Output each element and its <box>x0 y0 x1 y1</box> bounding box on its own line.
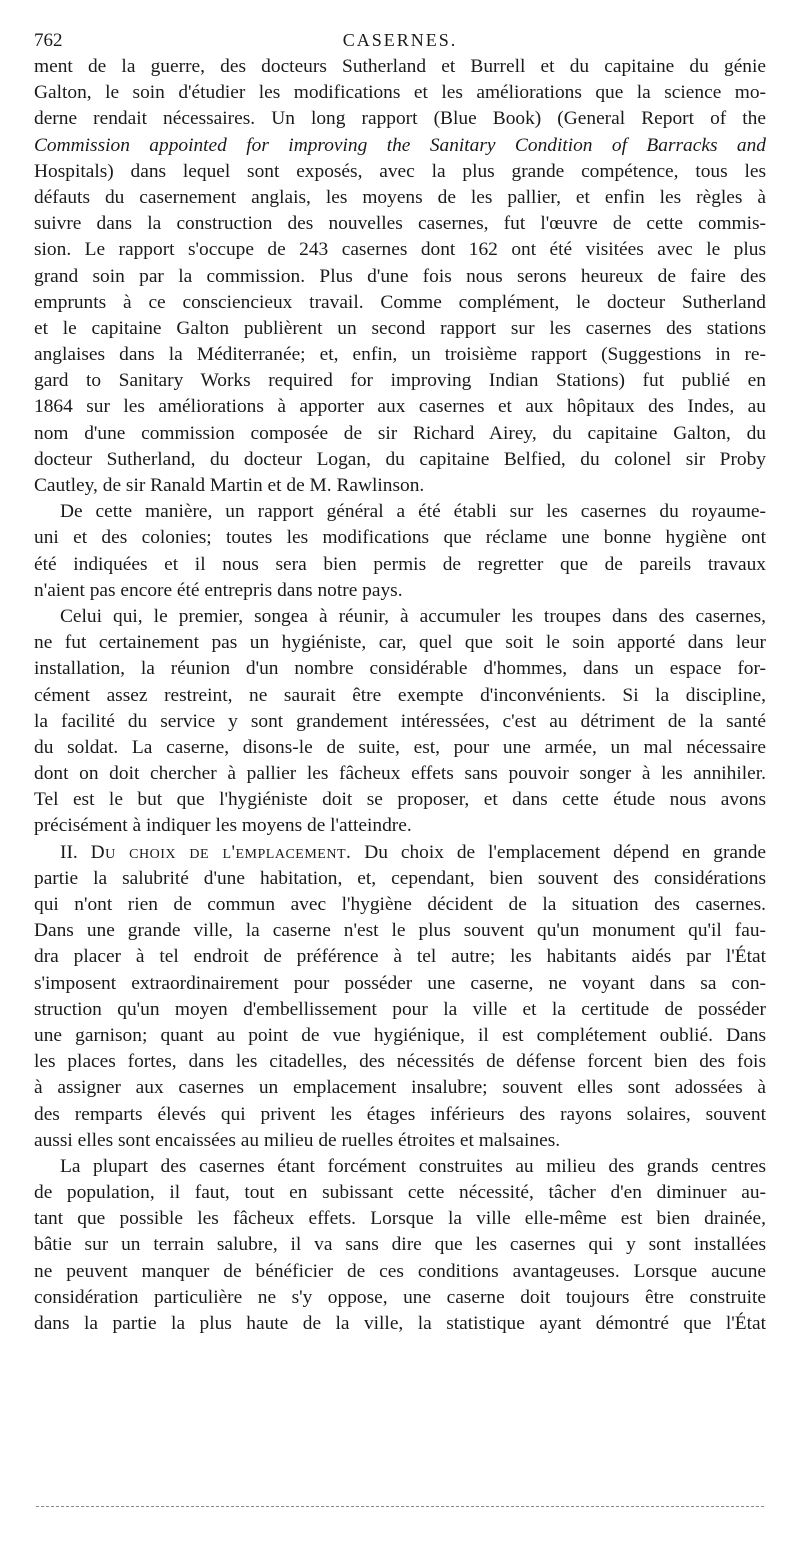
text-line: Tel est le but que l'hygiéniste doit se proposer, et dans cette étude nous avons <box>34 789 766 811</box>
text-line: défauts du casernement anglais, les moyens de les pallier, et enfin les règles à <box>34 186 766 208</box>
text-line: ment de la guerre, des docteurs Sutherland et Burrell et du capitaine du génie <box>34 56 766 77</box>
text-line: ne peuvent manquer de bénéficier de ces conditions avantageuses. Lorsque aucune <box>34 1260 766 1282</box>
text-line: dans la partie la plus haute de la ville, la statistique ayant démontré que l'État <box>34 1313 766 1334</box>
page-header <box>34 24 766 54</box>
text-line: tant que possible les fâcheux effets. Lorsque la ville elle-même est bien drainée, <box>34 1208 766 1230</box>
text-line: derne rendait nécessaires. Un long rapport (Blue Book) (General Report of the <box>34 108 766 130</box>
section-lead-text: Du choix de l'emplacement dépend en grande <box>364 841 766 863</box>
text-line: struction qu'un moyen d'embellissement pour la ville et la certitude de posséder <box>34 998 766 1020</box>
text-line: Galton, le soin d'étudier les modifications et les améliorations que la science mo- <box>34 82 766 104</box>
page-number: 762 <box>34 30 63 51</box>
text-line: considération particulière ne s'y oppose, une caserne doit toujours être construite <box>34 1286 766 1308</box>
text-line: Commission appointed for improving the Sanitary Condition of Barracks and <box>34 134 766 156</box>
text-line: sion. Le rapport s'occupe de 243 casernes dont 162 ont été visitées avec le plus <box>34 239 766 261</box>
body-text <box>34 54 766 1337</box>
text-line: été indiquées et il nous sera bien permis de regretter que de pareils travaux <box>34 553 766 575</box>
section-heading: Du choix de l'emplacement. <box>90 841 352 863</box>
text-line: des remparts élevés qui privent les étages inférieurs des rayons solaires, souvent <box>34 1103 766 1125</box>
text-line: la facilité du service y sont grandement intéressées, c'est au détriment de la santé <box>34 710 766 732</box>
text-line: installation, la réunion d'un nombre considérable d'hommes, dans un espace for- <box>34 658 766 680</box>
text-line: nom d'une commission composée de sir Richard Airey, du capitaine Galton, du <box>34 422 766 444</box>
text-line: Cautley, de sir Ranald Martin et de M. Rawlinson. <box>34 475 425 496</box>
text-line: une garnison; quant au point de vue hygiénique, il est complétement oublié. Dans <box>34 1024 766 1046</box>
paragraph-start: De cette manière, un rapport général a été établi sur les casernes du royaume- <box>60 501 766 523</box>
text-line: Dans une grande ville, la caserne n'est le plus souvent qu'un monument qu'il fau- <box>34 920 766 942</box>
text-line: dont on doit chercher à pallier les fâcheux effets sans pouvoir songer à les annihiler. <box>34 763 766 785</box>
section-numeral: II. <box>60 841 78 863</box>
text-line: et le capitaine Galton publièrent un second rapport sur les casernes des stations <box>34 317 766 339</box>
text-line: 1864 sur les améliorations à apporter aux casernes et aux hôpitaux des Indes, au <box>34 396 766 418</box>
paragraph-start: La plupart des casernes étant forcément construites au milieu des grands centres <box>60 1155 766 1177</box>
paragraph-start: Celui qui, le premier, songea à réunir, à accumuler les troupes dans des casernes, <box>60 605 766 627</box>
text-line: docteur Sutherland, du docteur Logan, du capitaine Belfied, du colonel sir Proby <box>34 448 766 470</box>
section-heading-line <box>34 840 766 866</box>
text-line: n'aient pas encore été entrepris dans notre pays. <box>34 579 403 601</box>
text-line: suivre dans la construction des nouvelles casernes, fut l'œuvre de cette commis- <box>34 213 766 235</box>
text-line: à assigner aux casernes un emplacement insalubre; souvent elles sont adossées à <box>34 1077 766 1099</box>
text-line: qui n'ont rien de commun avec l'hygiène décident de la situation des casernes. <box>34 894 766 915</box>
text-line: ne fut certainement pas un hygiéniste, car, quel que soit le soin apporté dans leur <box>34 632 766 654</box>
text-line: anglaises dans la Méditerranée; et, enfin, un troisième rapport (Suggestions in re- <box>34 344 766 366</box>
footer-divider <box>36 1506 764 1507</box>
text-line: Hospitals) dans lequel sont exposés, avec la plus grande compétence, tous les <box>34 160 766 182</box>
text-line: uni et des colonies; toutes les modifications que réclame une bonne hygiène ont <box>34 527 766 549</box>
text-line: du soldat. La caserne, disons-le de suite, est, pour une armée, un mal nécessaire <box>34 736 766 758</box>
book-page <box>34 24 766 1337</box>
text-line: grand soin par la commission. Plus d'une fois nous serons heureux de faire des <box>34 265 766 287</box>
text-line: gard to Sanitary Works required for improving Indian Stations) fut publié en <box>34 370 766 392</box>
text-line: cément assez restreint, ne saurait être exempte d'inconvénients. Si la discipline, <box>34 684 766 706</box>
text-line: partie la salubrité d'une habitation, et, cependant, bien souvent des considérations <box>34 867 766 889</box>
text-line: dra placer à tel endroit de préférence à tel autre; les habitants aidés par l'État <box>34 946 766 968</box>
text-line: précisément à indiquer les moyens de l'atteindre. <box>34 815 412 837</box>
text-line: emprunts à ce consciencieux travail. Comme complément, le docteur Sutherland <box>34 291 766 313</box>
text-line: aussi elles sont encaissées au milieu de ruelles étroites et malsaines. <box>34 1129 561 1151</box>
text-line: bâtie sur un terrain salubre, il va sans dire que les casernes qui y sont installées <box>34 1234 766 1256</box>
text-line: les places fortes, dans les citadelles, des nécessités de défense forcent bien des fois <box>34 1051 766 1073</box>
text-line: s'imposent extraordinairement pour posséder une caserne, ne voyant dans sa con- <box>34 972 766 994</box>
running-title: CASERNES. <box>342 30 458 50</box>
text-line: de population, il faut, tout en subissant cette nécessité, tâcher d'en diminuer au- <box>34 1182 766 1204</box>
